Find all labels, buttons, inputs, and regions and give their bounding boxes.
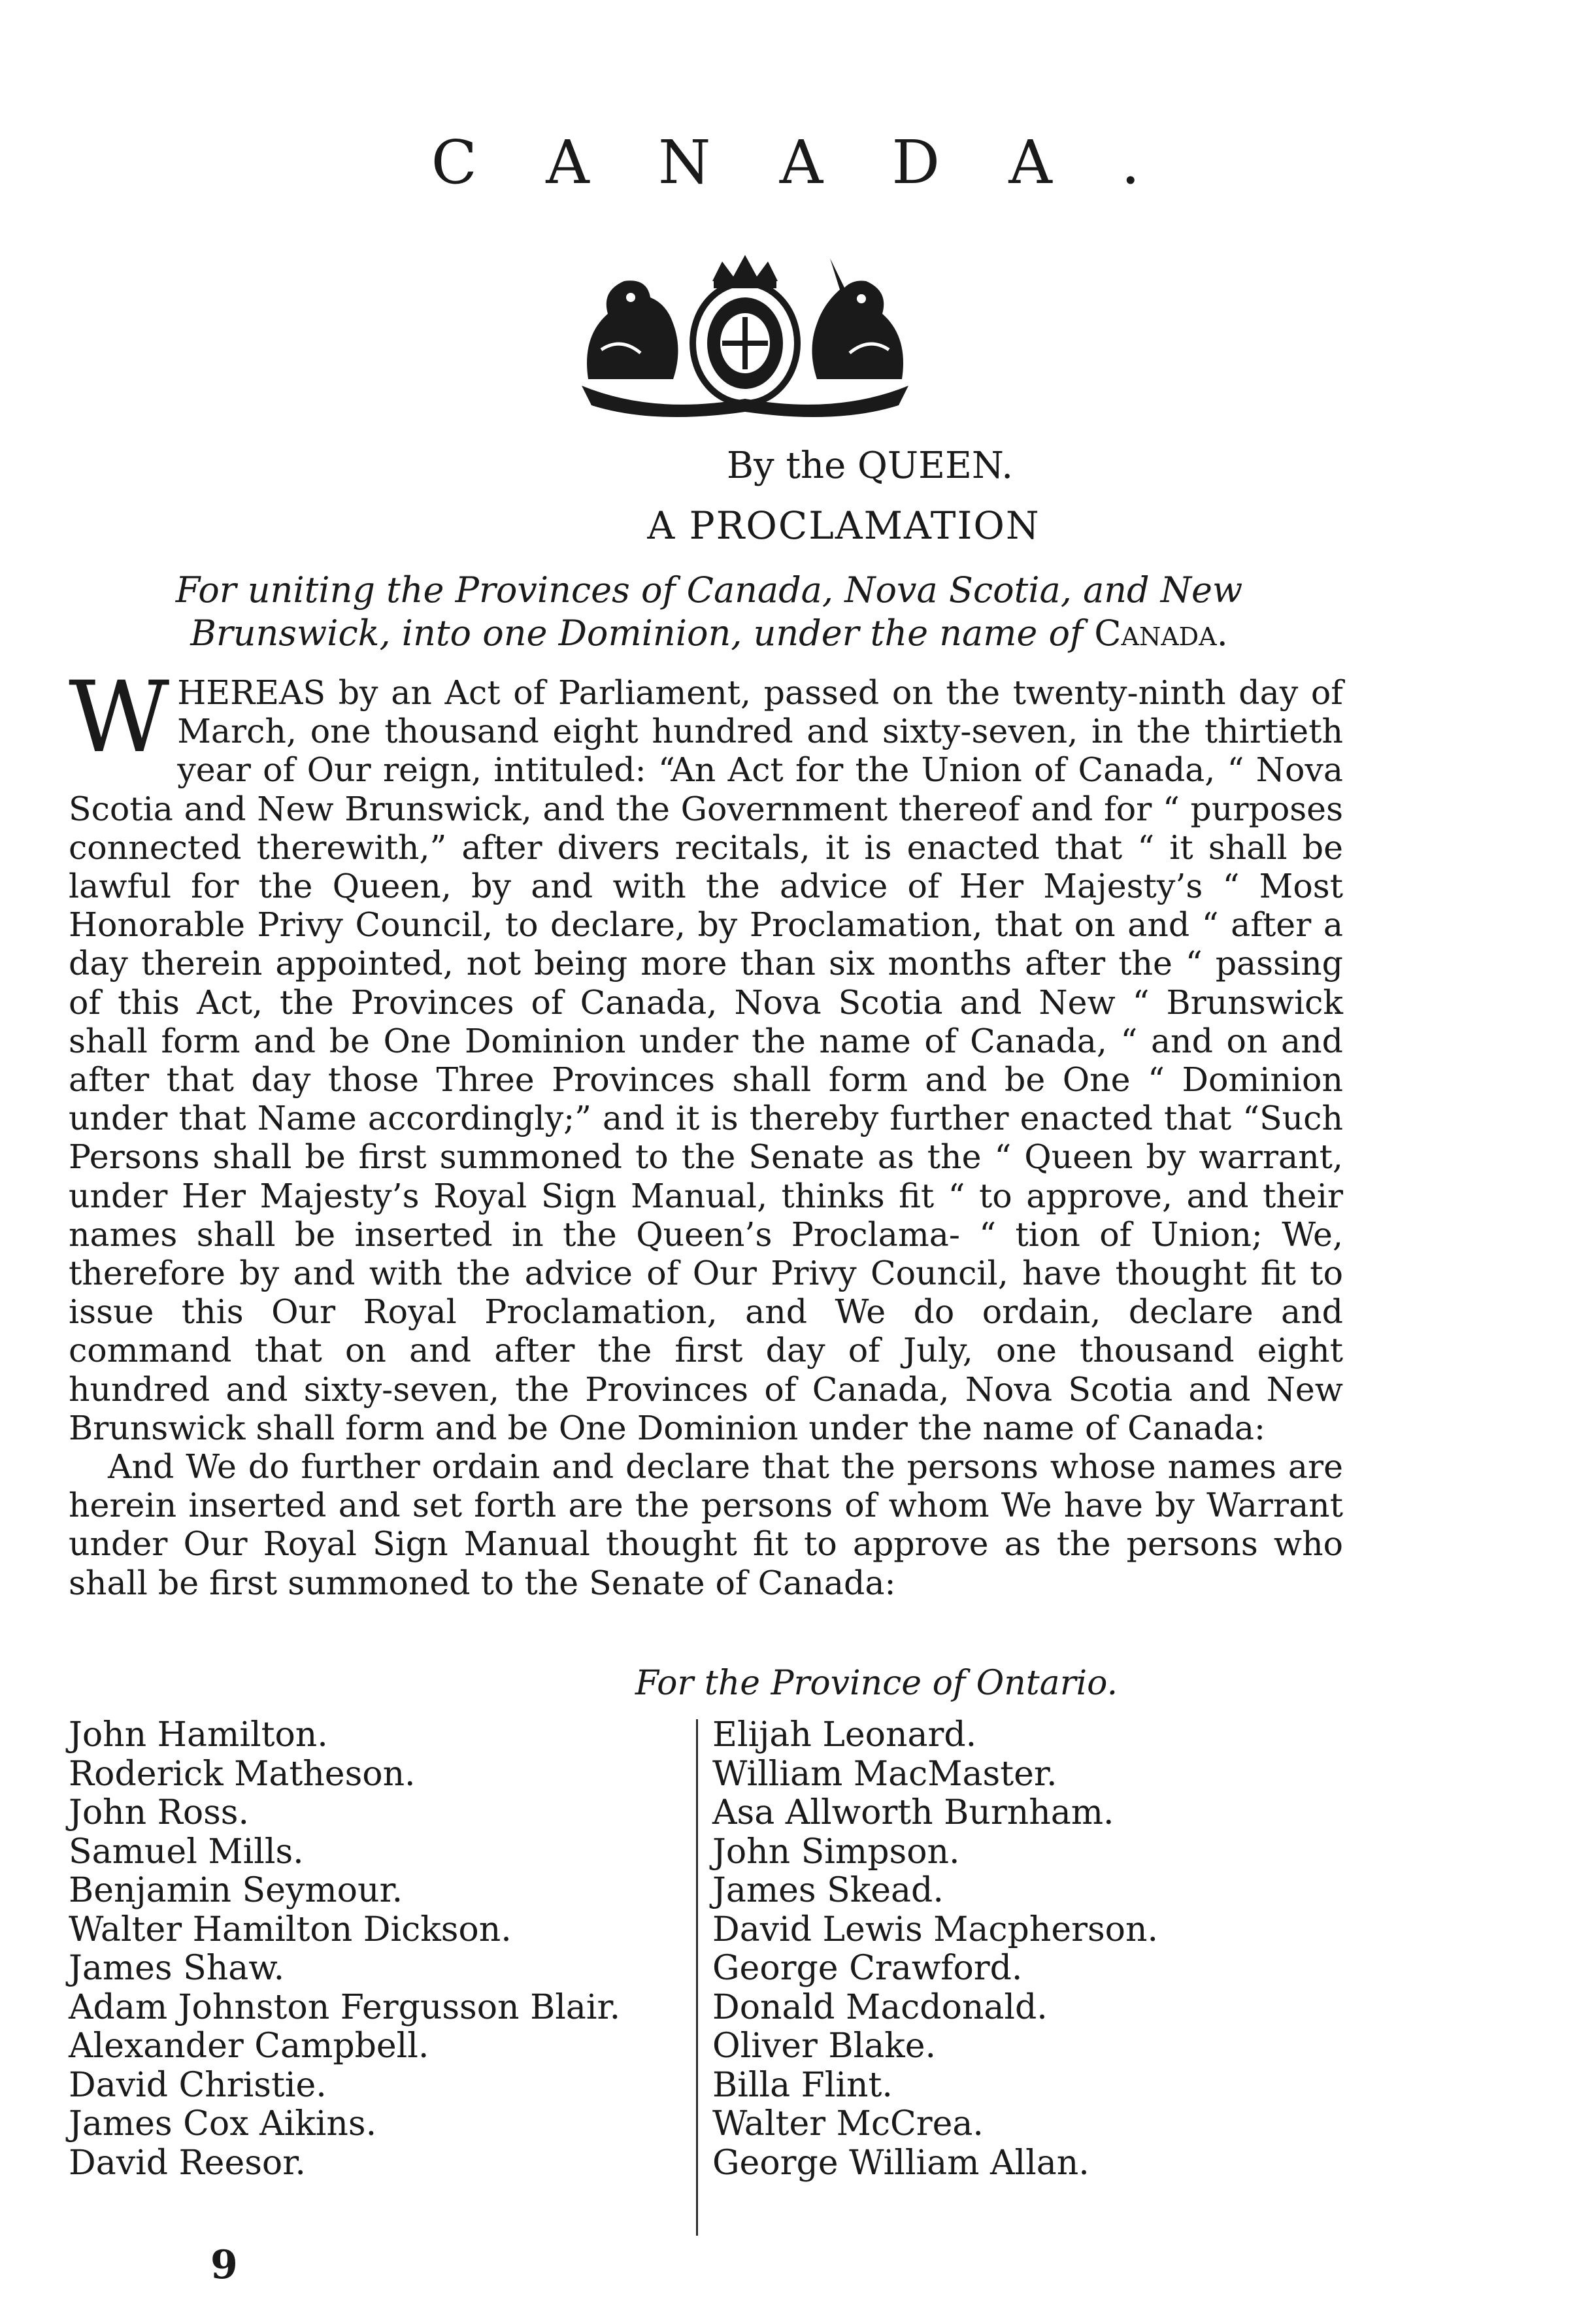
subtitle-main-text: For uniting the Provinces of Canada, Nova Scotia, and New Brunswick, into one Dominion, under the name of: [175, 569, 1243, 654]
senator-name: Billa Flint.: [712, 2065, 893, 2105]
document-title: C A N A D A .: [431, 127, 1165, 197]
senator-name: James Cox Aikins.: [69, 2104, 377, 2143]
drop-cap-letter: W: [69, 661, 170, 775]
senator-name: David Lewis Macpherson.: [712, 1909, 1158, 1949]
senator-name: George Crawford.: [712, 1949, 1023, 1988]
senator-name: William MacMaster.: [712, 1754, 1057, 1794]
proclamation-body: [69, 661, 1343, 1602]
senator-name: Elijah Leonard.: [712, 1715, 977, 1755]
senator-name: Adam Johnston Fergusson Blair.: [69, 1987, 621, 2027]
senator-name: Samuel Mills.: [69, 1832, 304, 1872]
senator-list-right: [712, 1716, 1366, 2183]
senator-name: John Ross.: [69, 1793, 250, 1832]
paragraph-ordain: And We do further ordain and declare that the persons whose names are herein inserted and set forth are the persons of whom We have by Warrant under Our Royal Sign Manual thought fit to approve as the persons who shall be first summoned to the Senate of Canada:: [69, 1447, 1343, 1602]
page-number: 9: [210, 2242, 238, 2288]
senator-name: David Christie.: [69, 2065, 327, 2105]
senator-name: John Hamilton.: [69, 1715, 328, 1755]
senator-list-left: [69, 1716, 690, 2183]
senator-name: Asa Allworth Burnham.: [712, 1793, 1114, 1832]
royal-coat-of-arms-icon: [562, 252, 928, 422]
senator-name: Oliver Blake.: [712, 2026, 937, 2066]
subtitle-dominion-name: Canada.: [1094, 613, 1228, 654]
paragraph-whereas: [69, 661, 1343, 1447]
column-divider: [696, 1719, 698, 2236]
senator-name: James Skead.: [712, 1871, 944, 1910]
proclamation-subtitle: [72, 569, 1346, 655]
proclamation-heading: A PROCLAMATION: [647, 503, 1040, 548]
senator-name: Walter McCrea.: [712, 2104, 984, 2143]
senator-name: Benjamin Seymour.: [69, 1871, 403, 1910]
paragraph-whereas-text: HEREAS by an Act of Parliament, passed on the twenty-ninth day of March, one thousand eight hundred and sixty-seven, in the thirtieth year of Our reign, intituled: “An Act for the Union of Canada, “ Nova Scotia and New Brunswick, and the Government thereof and for “ purposes connected therewith,” after divers recitals, it is enacted that “ it shall be lawful for the Queen, by and with the advice of Her Majesty’s “ Most Honorable Privy Council, to declare, by Proclamation, that on and “ after a day therein appointed, not being more than six months after the “ passing of this Act, the Provinces of Canada, Nova Scotia and New “ Brunswick shall form and be One Dominion under the name of Canada, “ and on and after that day those Three Provinces shall form and be One “ Dominion under that Name accordingly;” and it is thereby further enacted that “Such Persons shall be first summoned to the Senate as the “ Queen by warrant, under Her Majesty’s Royal Sign Manual, thinks fit “ to approve, and their names shall be inserted in the Queen’s Proclama- “ tion of Union; We, therefore by and with the advice of Our Privy Council, have thought fit to issue this Our Royal Proclamation, and We do ordain, declare and command that on and after the first day of July, one thousand eight hundred and sixty-seven, the Provinces of Canada, Nova Scotia and New Brunswick shall form and be One Dominion under the name of Canada:: [69, 673, 1343, 1447]
senator-name: Roderick Matheson.: [69, 1754, 416, 1794]
by-the-queen-line: By the QUEEN.: [726, 445, 1014, 487]
senator-name: Alexander Campbell.: [69, 2026, 429, 2066]
senator-name: James Shaw.: [69, 1949, 285, 1988]
senator-name: Walter Hamilton Dickson.: [69, 1909, 512, 1949]
senator-name: Donald Macdonald.: [712, 1987, 1048, 2027]
section-heading-ontario: For the Province of Ontario.: [635, 1664, 1118, 1703]
senator-name: George William Allan.: [712, 2143, 1089, 2183]
senator-name: John Simpson.: [712, 1832, 960, 1872]
senator-name: David Reesor.: [69, 2143, 306, 2183]
